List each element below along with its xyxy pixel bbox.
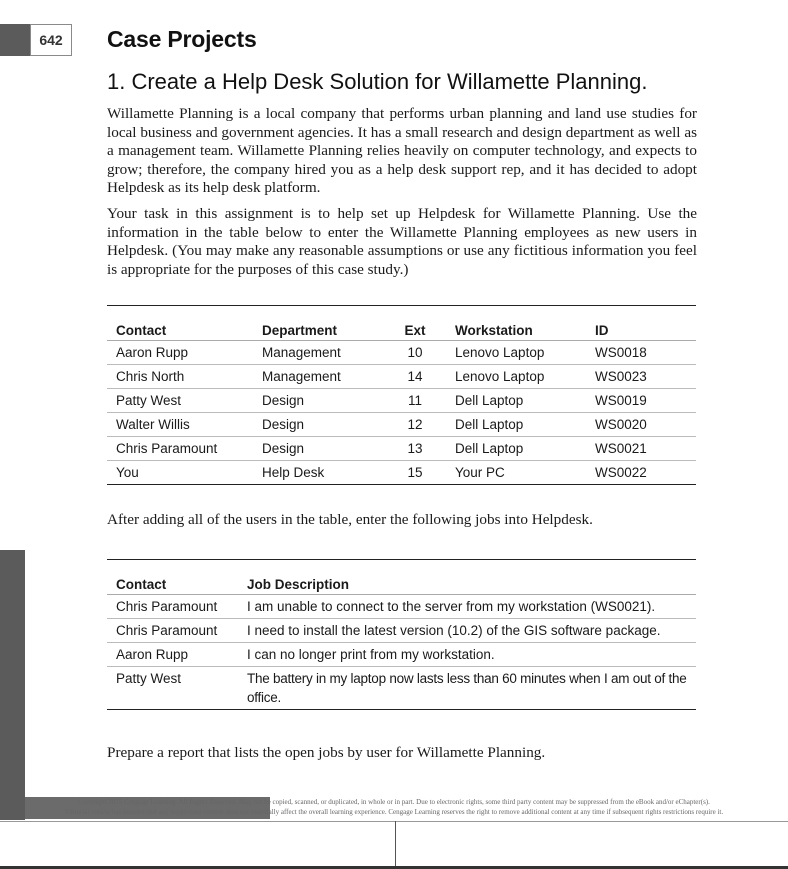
jobs-table bbox=[107, 559, 696, 710]
cell-department: Design bbox=[253, 437, 384, 461]
header-id: ID bbox=[586, 306, 696, 341]
cell-department: Management bbox=[253, 341, 384, 365]
cell-department: Design bbox=[253, 413, 384, 437]
table-row bbox=[107, 643, 696, 667]
cell-job-description: I can no longer print from my workstation. bbox=[238, 643, 696, 667]
table-row bbox=[107, 461, 696, 485]
jobs-intro-paragraph: After adding all of the users in the table, enter the following jobs into Helpdesk. bbox=[107, 511, 593, 528]
cell-id: WS0019 bbox=[586, 389, 696, 413]
report-paragraph: Prepare a report that lists the open jobs by user for Willamette Planning. bbox=[107, 744, 546, 761]
cell-workstation: Dell Laptop bbox=[446, 413, 586, 437]
cell-workstation: Lenovo Laptop bbox=[446, 365, 586, 389]
table-row bbox=[107, 667, 696, 710]
copyright-line-1: Copyright 2015 Cengage Learning. All Rights Reserved. May not be copied, scanned, or duplicated, in whole or in part. Due to electronic rights, some third party content may be suppressed from the eBook and/or eChapter(s). bbox=[78, 798, 710, 806]
cell-department: Design bbox=[253, 389, 384, 413]
cell-department: Help Desk bbox=[262, 465, 325, 480]
cell-contact: You bbox=[116, 465, 139, 480]
table-row bbox=[107, 365, 696, 389]
cell-workstation: Dell Laptop bbox=[446, 389, 586, 413]
cell-contact: Chris Paramount bbox=[107, 619, 238, 643]
cell-id: WS0023 bbox=[586, 365, 696, 389]
task-paragraph: Your task in this assignment is to help set up Helpdesk for Willamette Planning. Use the information in the table below to enter the Willamette Planning employees as new users in Helpdesk. (You may make any reasonable assumptions or use any fictitious information you feel is appropriate for the purposes of this case study.) bbox=[107, 205, 697, 278]
cell-contact: Patty West bbox=[116, 671, 182, 686]
cell-department: Management bbox=[253, 365, 384, 389]
cell-contact: Aaron Rupp bbox=[107, 643, 238, 667]
cell-contact: Chris North bbox=[107, 365, 253, 389]
header-job-description: Job Description bbox=[238, 560, 696, 595]
cell-id: WS0018 bbox=[586, 341, 696, 365]
cell-id: WS0020 bbox=[586, 413, 696, 437]
intro-paragraph: Willamette Planning is a local company that performs urban planning and land use studies for local business and government agencies. It has a small research and design department as well as a management team. Willamette Planning relies heavily on computer technology, and expects to grow; therefore, the company hired you as a help desk support rep, and it has decided to adopt Helpdesk as its help desk platform. bbox=[107, 105, 697, 197]
cell-job-description: I need to install the latest version (10.2) of the GIS software package. bbox=[238, 619, 696, 643]
cell-contact: Chris Paramount bbox=[107, 437, 253, 461]
cell-workstation: Your PC bbox=[455, 465, 505, 480]
cell-contact: Chris Paramount bbox=[107, 595, 238, 619]
header-contact: Contact bbox=[107, 306, 253, 341]
table-row bbox=[107, 389, 696, 413]
cell-id: WS0021 bbox=[586, 437, 696, 461]
cell-id: WS0022 bbox=[595, 465, 647, 480]
copyright-footer bbox=[0, 797, 788, 822]
cell-ext: 13 bbox=[384, 437, 446, 461]
header-department: Department bbox=[253, 306, 384, 341]
header-workstation: Workstation bbox=[446, 306, 586, 341]
table-row bbox=[107, 413, 696, 437]
cell-job-description: The battery in my laptop now lasts less than 60 minutes when I am out of the office. bbox=[247, 671, 687, 705]
section-title: Case Projects bbox=[107, 26, 257, 52]
users-table bbox=[107, 305, 696, 485]
cell-ext: 14 bbox=[384, 365, 446, 389]
table-row bbox=[107, 437, 696, 461]
cell-ext: 11 bbox=[384, 389, 446, 413]
side-margin-bar bbox=[0, 550, 25, 820]
table-row bbox=[107, 595, 696, 619]
header-contact: Contact bbox=[107, 560, 238, 595]
copyright-line-2: Editorial review has deemed that any suppressed content does not materially affect the overall learning experience. Cengage Learning reserves the right to remove additional content at any time if subsequent rights restrictions require it. bbox=[64, 808, 724, 816]
table-row bbox=[107, 341, 696, 365]
header-ext: Ext bbox=[384, 306, 446, 341]
cell-workstation: Dell Laptop bbox=[446, 437, 586, 461]
cell-workstation: Lenovo Laptop bbox=[446, 341, 586, 365]
cell-contact: Aaron Rupp bbox=[107, 341, 253, 365]
cell-ext: 15 bbox=[407, 465, 423, 480]
jobs-table-header-row bbox=[107, 560, 696, 595]
table-row bbox=[107, 619, 696, 643]
page-number-bar bbox=[0, 24, 30, 56]
bottom-divider bbox=[395, 821, 396, 866]
cell-contact: Patty West bbox=[107, 389, 253, 413]
cell-ext: 12 bbox=[384, 413, 446, 437]
users-table-header-row bbox=[107, 306, 696, 341]
cell-job-description: I am unable to connect to the server from my workstation (WS0021). bbox=[238, 595, 696, 619]
page-number: 642 bbox=[30, 24, 72, 56]
cell-ext: 10 bbox=[384, 341, 446, 365]
cell-contact: Walter Willis bbox=[107, 413, 253, 437]
subsection-title: 1. Create a Help Desk Solution for Willamette Planning. bbox=[107, 69, 648, 94]
